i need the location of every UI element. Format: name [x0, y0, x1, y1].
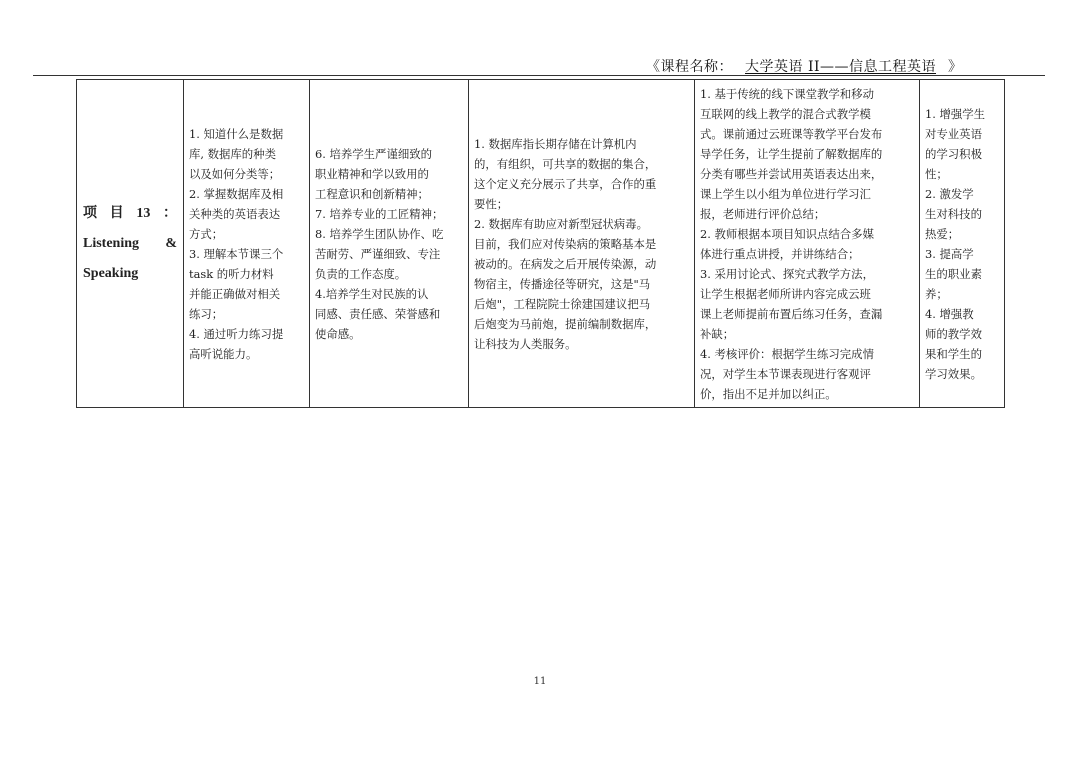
cell-text-line: 养；	[925, 286, 948, 301]
cell-text-line: 的学习积极	[925, 146, 982, 161]
cell-text-line: 库, 数据库的种类	[189, 146, 276, 161]
cell-text-line: 后炮变为马前炮，提前编制数据库，	[474, 316, 657, 331]
cell-text-line: 工程意识和创新精神；	[315, 186, 429, 201]
cell-text-line: 1. 增强学生	[925, 106, 986, 121]
quality-goals-cell	[310, 80, 469, 408]
cell-text-line: 方式；	[189, 226, 224, 241]
cell-text-line: 况，对学生本节课表现进行客观评	[700, 366, 871, 381]
cell-text-line: 高听说能力。	[189, 346, 258, 361]
cell-text-line: 让科技为人类服务。	[474, 336, 577, 351]
ideological-elements-cell	[469, 80, 695, 408]
cell-text-line: 1. 知道什么是数据	[189, 126, 284, 141]
cell-text-line: 对专业英语	[925, 126, 982, 141]
cell-text-line: 同感、责任感、荣誉感和	[315, 306, 441, 321]
knowledge-goals-cell	[184, 80, 310, 408]
cell-text-line: 3. 提高学	[925, 246, 974, 261]
cell-text-line: 2. 教师根据本项目知识点结合多媒	[700, 226, 874, 241]
cell-text-line: 生对科技的	[925, 206, 982, 221]
cell-text-line: 4. 增强教	[925, 306, 974, 321]
cell-text-line: 物宿主，传播途径等研究，这是"马	[474, 276, 651, 291]
cell-text-line: 热爱；	[925, 226, 960, 241]
cell-text-line: 互联网的线上教学的混合式教学模	[700, 106, 871, 121]
course-name: 大学英语 II——信息工程英语	[745, 59, 937, 75]
project-cell	[77, 80, 184, 408]
cell-text-line: 7. 培养专业的工匠精神；	[315, 206, 444, 221]
cell-text-line: 生的职业素	[925, 266, 982, 281]
cell-text-line: 体进行重点讲授，并讲练结合；	[700, 246, 860, 261]
cell-text-line: 4. 通过听力练习提	[189, 326, 284, 341]
header-suffix: 》	[948, 59, 963, 75]
cell-text-line: 让学生根据老师所讲内容完成云班	[700, 286, 871, 301]
cell-text-line: 8. 培养学生团队协作、吃	[315, 226, 444, 241]
teaching-methods-cell	[695, 80, 920, 408]
cell-text-line: 课上老师提前布置后练习任务，查漏	[700, 306, 883, 321]
project-title-line-2: Speaking	[83, 265, 139, 281]
cell-text-line: 4. 考核评价：根据学生练习完成情	[700, 346, 874, 361]
cell-text-line: 1. 数据库指长期存储在计算机内	[474, 136, 637, 151]
cell-text-line: 性；	[925, 166, 948, 181]
table-row	[77, 80, 1005, 408]
cell-text-line: 补缺；	[700, 326, 735, 341]
cell-text-line: 以及如何分类等；	[189, 166, 281, 181]
cell-text-line: 3. 采用讨论式、探究式教学方法，	[700, 266, 874, 281]
cell-text-line: 师的教学效	[925, 326, 982, 341]
cell-text-line: 1. 基于传统的线下课堂教学和移动	[700, 86, 874, 101]
cell-text-line: 果和学生的	[925, 346, 982, 361]
cell-text-line: 导学任务，让学生提前了解数据库的	[700, 146, 883, 161]
cell-text-line: 后炮"，工程院院士徐建国建议把马	[474, 296, 651, 311]
cell-text-line: 2. 数据库有助应对新型冠状病毒。	[474, 216, 648, 231]
project-title: Listening &	[83, 235, 177, 251]
cell-text-line: 2. 激发学	[925, 186, 974, 201]
cell-text-line: 3. 理解本节课三个	[189, 246, 284, 261]
cell-text-line: 的，有组织，可共享的数据的集合，	[474, 156, 657, 171]
cell-text-line: 4.培养学生对民族的认	[315, 286, 429, 301]
cell-text-line: 这个定义充分展示了共享，合作的重	[474, 176, 657, 191]
cell-text-line: 分类有哪些并尝试用英语表达出来，	[700, 166, 883, 181]
project-label: 项 目 13 ：	[83, 205, 177, 221]
cell-text-line: 负责的工作态度。	[315, 266, 407, 281]
cell-text-line: 课上学生以小组为单位进行学习汇	[700, 186, 871, 201]
cell-text-line: 苦耐劳、严谨细致、专注	[315, 246, 441, 261]
cell-text-line: task 的听力材料	[189, 266, 274, 281]
header-divider	[33, 75, 1045, 76]
cell-text-line: 职业精神和学以致用的	[315, 166, 429, 181]
cell-text-line: 价，指出不足并加以纠正。	[700, 386, 837, 401]
cell-text-line: 报，老师进行评价总结；	[700, 206, 826, 221]
cell-text-line: 使命感。	[315, 326, 361, 341]
cell-text-line: 要性；	[474, 196, 509, 211]
cell-text-line: 关种类的英语表达	[189, 206, 281, 221]
cell-text-line: 被动的。在病发之后开展传染源，动	[474, 256, 657, 271]
expected-effects-cell	[920, 80, 1005, 408]
cell-text-line: 练习；	[189, 306, 224, 321]
cell-text-line: 目前，我们应对传染病的策略基本是	[474, 236, 657, 251]
header-prefix: 《课程名称：	[646, 59, 733, 75]
cell-text-line: 学习效果。	[925, 366, 982, 381]
cell-text-line: 并能正确做对相关	[189, 286, 281, 301]
course-name-header	[646, 56, 963, 76]
page-number: 11	[533, 676, 547, 687]
teaching-plan-table	[76, 79, 1005, 408]
cell-text-line: 式。课前通过云班课等教学平台发布	[700, 126, 883, 141]
cell-text-line: 6. 培养学生严谨细致的	[315, 146, 433, 161]
cell-text-line: 2. 掌握数据库及相	[189, 186, 284, 201]
